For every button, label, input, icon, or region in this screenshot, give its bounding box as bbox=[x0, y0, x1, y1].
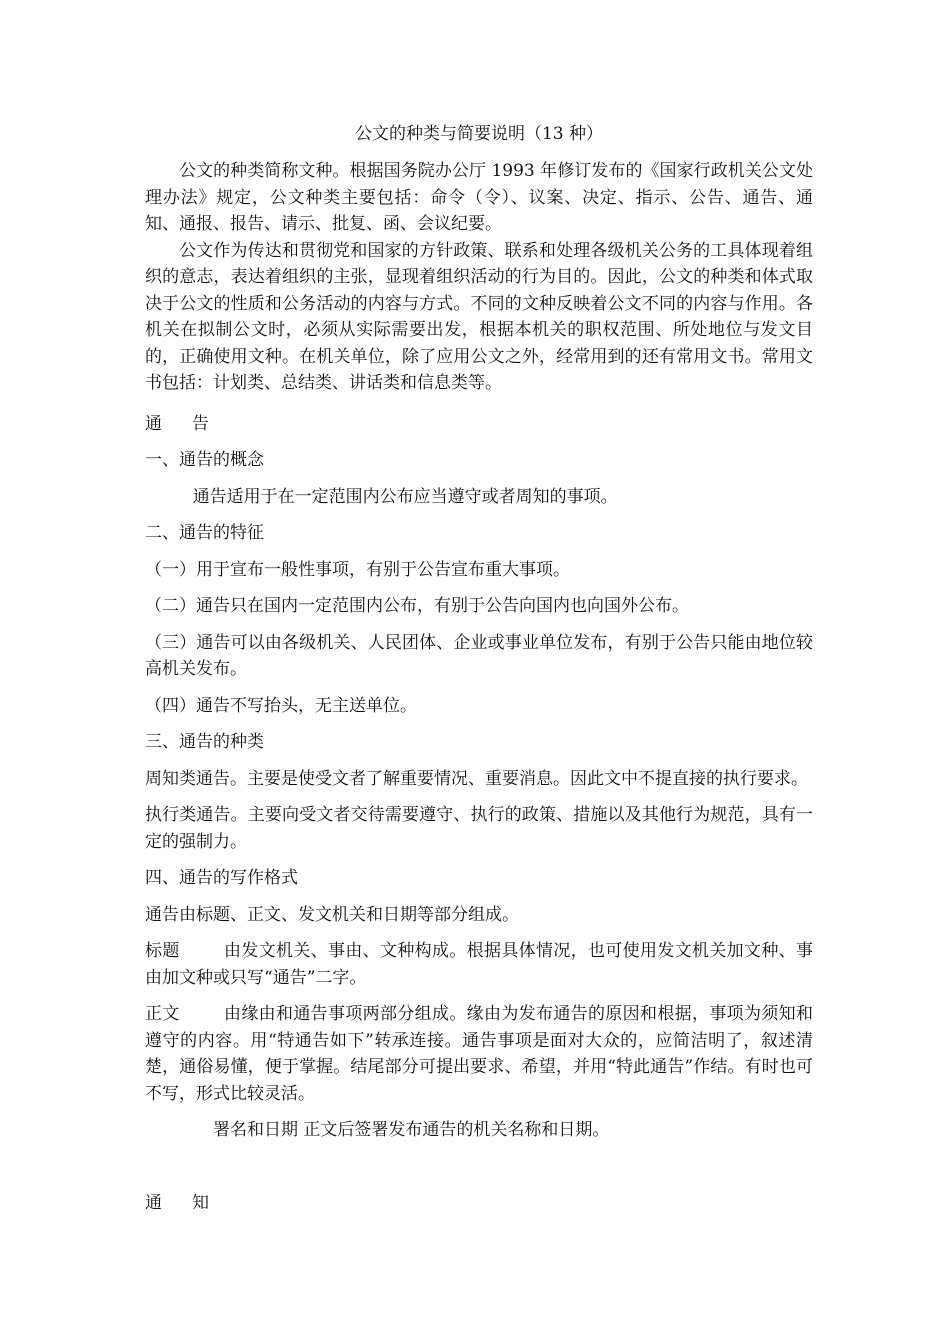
section-3-item-2: 执行类通告。主要向受文者交待需要遵守、执行的政策、措施以及其他行为规范，具有一定的强制力。 bbox=[145, 805, 813, 852]
intro-paragraph-1: 公文的种类简称文种。根据国务院办公厅 1993 年修订发布的《国家行政机关公文处理办法》规定，公文种类主要包括：命令（令）、议案、决定、指示、公告、通告、通知、通报、报告、请示、批复、函、会议纪要。 bbox=[145, 161, 813, 234]
biaoti-label: 标题 bbox=[145, 941, 180, 961]
tonggao-heading-char-2: 告 bbox=[192, 413, 209, 434]
section-4-text: 通告由标题、正文、发文机关和日期等部分组成。 bbox=[145, 904, 519, 925]
section-3-item-1: 周知类通告。主要是使受文者了解重要情况、重要消息。因此文中不提直接的执行要求。 bbox=[145, 768, 808, 789]
section-2-item-4: （四）通告不写抬头，无主送单位。 bbox=[145, 695, 417, 716]
zhengwen-text: 由缘由和通告事项两部分组成。缘由为发布通告的原因和根据，事项为须知和遵守的内容。用“特通告如下”转承连接。通告事项是面对大众的，应简洁明了，叙述清楚，通俗易懂，便于掌握。结尾部分可提出要求、希望，并用“特此通告”作结。有时也可不写，形式比较灵活。 bbox=[145, 1004, 814, 1104]
section-2-title: 二、通告的特征 bbox=[145, 523, 264, 543]
tongzhi-heading bbox=[145, 1190, 813, 1217]
intro-paragraph-2: 公文作为传达和贯彻党和国家的方针政策、联系和处理各级机关公务的工具体现着组织的意志，表达着组织的主张，显现着组织活动的行为目的。因此，公文的种类和体式取决于公文的性质和公务活动的内容与方式。不同的文种反映着公文不同的内容与作用。各机关在拟制公文时，必须从实际需要出发，根据本机关的职权范围、所处地位与发文目的，正确使用文种。在机关单位，除了应用公文之外，经常用到的还有常用文书。常用文书包括：计划类、总结类、讲话类和信息类等。 bbox=[145, 240, 813, 393]
tongzhi-heading-char-1: 通 bbox=[145, 1192, 162, 1213]
tonggao-heading-char-1: 通 bbox=[145, 413, 162, 434]
section-2-item-3: （三）通告可以由各级机关、人民团体、企业或事业单位发布，有别于公告只能由地位较高机关发布。 bbox=[145, 632, 813, 679]
section-2-item-1: （一）用于宣布一般性事项，有别于公告宣布重大事项。 bbox=[145, 559, 570, 580]
biaoti-paragraph bbox=[145, 938, 813, 991]
shuming-paragraph: 署名和日期 正文后签署发布通告的机关名称和日期。 bbox=[213, 1120, 610, 1140]
section-1-title: 一、通告的概念 bbox=[145, 450, 264, 470]
section-2-item-2: （二）通告只在国内一定范围内公布，有别于公告向国内也向国外公布。 bbox=[145, 596, 689, 616]
document-page bbox=[145, 120, 813, 1216]
tongzhi-heading-char-2: 知 bbox=[192, 1192, 209, 1213]
section-4-title: 四、通告的写作格式 bbox=[145, 868, 298, 888]
zhengwen-paragraph bbox=[145, 1001, 813, 1107]
section-1-text: 通告适用于在一定范围内公布应当遵守或者周知的事项。 bbox=[192, 486, 618, 507]
biaoti-text: 由发文机关、事由、文种构成。根据具体情况，也可使用发文机关加文种、事由加文种或只写“通告”二字。 bbox=[145, 941, 814, 988]
zhengwen-label: 正文 bbox=[145, 1004, 180, 1024]
document-title: 公文的种类与简要说明（13 种） bbox=[354, 124, 604, 144]
section-3-title: 三、通告的种类 bbox=[145, 732, 264, 752]
tonggao-heading bbox=[145, 411, 813, 438]
